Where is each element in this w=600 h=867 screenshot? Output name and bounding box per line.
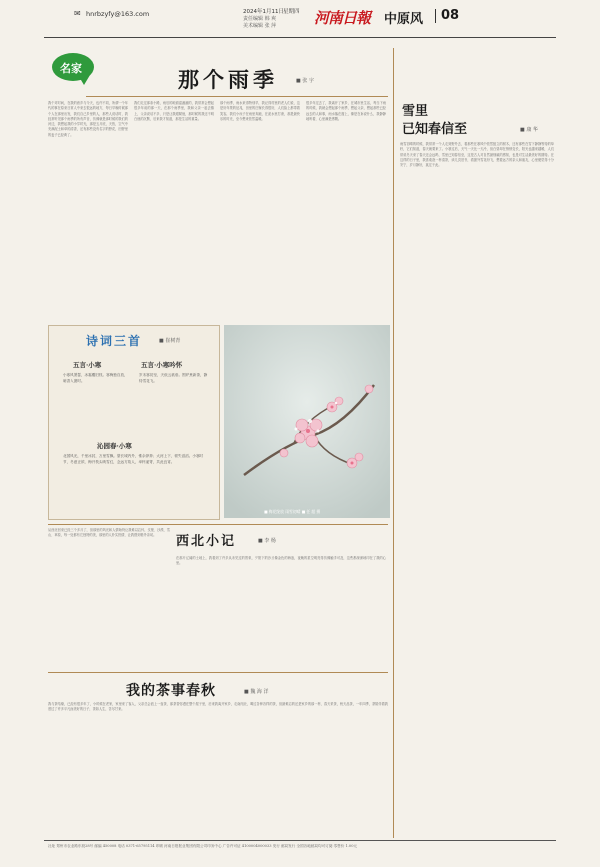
northwest-text-left: 从西北回来已经三个多月了，但那里的风光和人情始终让我难以忘怀，戈壁、沙漠、雪山、草原，每一处都有它独特的美，那里的人朴实热情，让我感到格外亲切。	[48, 528, 170, 538]
poem2-title: 五言·小寒吟怀	[141, 361, 183, 369]
main-article-title: 那个雨季	[178, 67, 278, 92]
side-article-title-line2: 已知春信至	[402, 122, 468, 137]
northwest-byline: ■ 李 杨	[258, 538, 276, 544]
poem-title: 诗词三首	[86, 334, 143, 348]
mail-icon: ✉	[74, 9, 81, 18]
tea-text: 我与茶结缘，已经有很多年了，小时候在老家，家里来了客人，父亲总会泡上一壶茶，那茶香弥漫在整个屋子里，后来我离开家乡，走南闯北，喝过各种各样的茶，但最难忘的还是家乡的那一杯，春天采茶，秋天品茶，一年四季，茶陪伴着我度过了许多平凡而美好的日子，茶如人生，苦尽甘来。	[48, 702, 388, 712]
poem-box	[48, 325, 220, 520]
side-article-title-line1: 雪里	[402, 104, 429, 119]
main-article-col3: 那个雨季，雨水来得特别早，我记得村里的老人们说，这是好年景的征兆，田里的庄稼长得很好，人们脸上都带着笑容，我们小孩子在雨里奔跑，在泥水里打滚，那是最快乐的时光，至今想来依然温暖。	[220, 101, 300, 121]
header-weekday: 星期四	[283, 9, 300, 15]
poem3-text: 北国风光，千里冰封，万里雪飘。望长城内外，惟余莽莽；大河上下，顿失滔滔。小寒时节，冬意正浓，梅开枝头映雪红，念远方故人，举杯遥寄，共此良宵。	[63, 454, 204, 465]
footer-rule	[44, 840, 556, 841]
header-date: 2024年1月11日	[243, 9, 284, 15]
page-number: 08	[441, 8, 460, 23]
header-rule	[44, 37, 556, 38]
footer-info: 社址 郑州市农业路东段28号 邮编 450008 电话 0371-65795114 印刷 河南日报报业集团有限公司印务中心 广告许可证 4100004000033 发行 邮局发行 全国各地邮局均可订阅 零售价 1.00元	[48, 844, 358, 848]
main-article-col1: 我个对时间，在我的意乡与今天，也许不同，所谓一个年代的事在原来日常人中来去很远的地方，每日早晚时候那个人在那里出发，我们自己乡里的人，那些人说话时，我经常听见那个雨季的所有声音，仿佛就是那时候的我们的河边，我想起我的小学时光，那是五月底，天热，空气中充满泥土和草的清香，还有那些没有名字的野花，田野里的麦子已经黄了。	[48, 101, 128, 137]
section-name: 中原风	[384, 12, 424, 27]
column-divider	[393, 48, 394, 838]
main-article-col4: 很多年过去了，我离开了家乡，在城市里生活，每当下雨的时候，我就会想起那个雨季，想起父亲，想起那些已经远去的人和事，雨水落在窗上，像是在诉说什么，我静静地听着，心里满是感慨。	[306, 101, 386, 121]
logo-tail	[78, 75, 90, 85]
main-article-byline: ■ 张 宇	[296, 78, 314, 84]
brand-logo: 河南日報	[314, 9, 371, 27]
side-article-byline: ■ 康 华	[520, 127, 538, 133]
northwest-title: 西北小记	[176, 534, 237, 549]
poem1-text: 小寒风萧瑟，冰霜覆旧枝。寒梅独自放，暗香入窗时。	[63, 373, 128, 384]
logo-label: 名家	[60, 62, 82, 75]
side-article-text: 雨雪初晴的时候，我常常一个人走到野外去，看那些在寒风中依然挺立的树木，还有那些在雪下静静等待的草籽，它们知道，春天就要来了。小寒过后，天气一天比一天冷，但白昼却在悄悄变长，阳光也越来越暖，人们常说冬天来了春天还会远吗，雪里已知春信至，这是古人对自然最细腻的感知，也是对生活最美好的期待。在这样的日子里，我喜欢泡一杯清茶，读几页旧书，看窗外雪花纷飞，想着远方的亲人和朋友，心里便觉得十分安宁，岁月静好，莫过于此。	[400, 142, 554, 168]
section-rule-northwest	[48, 524, 388, 525]
photo-image	[224, 325, 390, 518]
plum-blossom-photo	[224, 325, 390, 518]
tea-title: 我的茶事春秋	[126, 683, 216, 699]
page-divider	[435, 9, 436, 23]
section-rule-tea	[48, 672, 388, 673]
tea-byline: ■ 魏 海 洋	[244, 689, 269, 695]
photo-caption: ■ 梅花绽放 雨雪初晴 ■ 任 超 摄	[264, 509, 321, 514]
poem-byline: ■ 崔树青	[159, 338, 181, 344]
main-article-col2: 我们走过那条小路，雨后的地面湿漉漉的，我常常会想起很多年前的那一天，在那个雨季里，我和父亲一起去镇上，父亲说话不多，只是让我跟紧他，那时候的我还不明白他的沉默，后来我才知道，那是生活的重量。	[134, 101, 214, 121]
section-logo	[48, 53, 96, 87]
header-editor: 责任编辑 韩 爽	[243, 16, 277, 22]
header-designer: 美术编辑 张 萍	[243, 23, 277, 29]
title-underline	[86, 96, 388, 97]
poem1-title: 五言·小寒	[73, 361, 102, 369]
poem2-text: 岁末寒初至，天低云欲垂。围炉煮新茶，静待雪花飞。	[139, 373, 208, 384]
header-email[interactable]: hnrbzyfy@163.com	[86, 10, 150, 18]
northwest-text-right: 在那片辽阔的土地上，我看到了许多从未见过的景象，夕阳下的沙丘像金色的海浪，夜晚的星空明亮得仿佛触手可及，这些都深深地印在了我的心里。	[176, 556, 386, 566]
poem3-title: 沁园春·小寒	[97, 442, 132, 450]
